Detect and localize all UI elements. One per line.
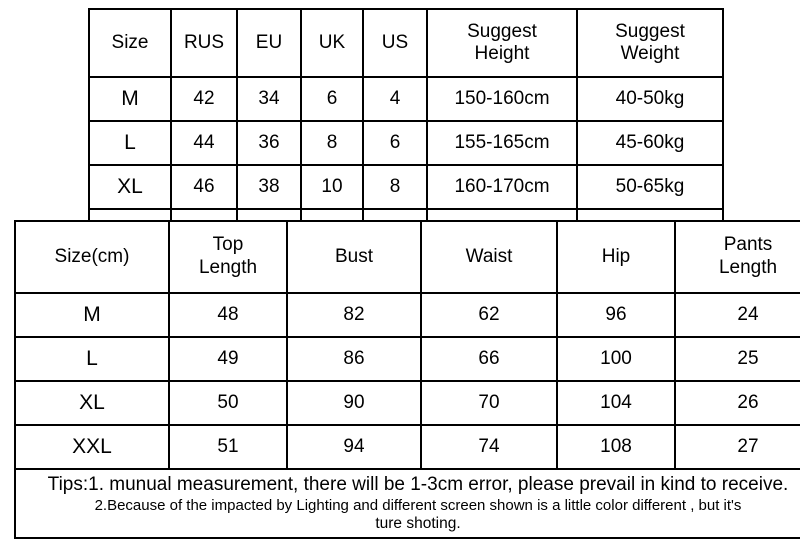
column-header-suggest-weight-line2: Weight [620,43,680,64]
table-row [15,337,800,381]
cell-top-length: 48 [169,293,287,337]
column-header-top-length-line1: Top [212,234,244,256]
table-row [15,425,800,469]
cell-eu: 38 [237,165,301,209]
column-header-suggest-height [427,9,577,77]
column-header-size: Size [89,9,171,77]
cell-uk: 10 [301,165,363,209]
cell-waist: 66 [421,337,557,381]
cell-size: L [15,337,169,381]
cell-us: 8 [363,165,427,209]
measurement-table-wrapper [14,220,789,539]
column-header-suggest-height-line1: Suggest [467,21,537,43]
column-header-waist: Waist [421,221,557,293]
cell-bust: 82 [287,293,421,337]
cell-hip: 104 [557,381,675,425]
cell-waist: 62 [421,293,557,337]
column-header-top-length [169,221,287,293]
column-header-suggest-weight-line1: Suggest [615,21,685,43]
cell-size: M [15,293,169,337]
column-header-bust: Bust [287,221,421,293]
cell-hip: 108 [557,425,675,469]
column-header-rus: RUS [171,9,237,77]
cell-rus: 46 [171,165,237,209]
cell-rus: 42 [171,77,237,121]
tips-line-1: Tips:1. munual measurement, there will be 1-3cm error, please prevail in kind to receive. [47,474,789,495]
column-header-eu: EU [237,9,301,77]
cell-weight: 50-65kg [577,165,723,209]
column-header-us: US [363,9,427,77]
cell-pants-length: 25 [675,337,800,381]
tips-row [15,469,800,538]
cell-weight: 40-50kg [577,77,723,121]
column-header-pants-length [675,221,800,293]
cell-top-length: 49 [169,337,287,381]
column-header-size-cm: Size(cm) [15,221,169,293]
cell-waist: 70 [421,381,557,425]
table-row [15,293,800,337]
cell-top-length: 51 [169,425,287,469]
cell-bust: 94 [287,425,421,469]
table-row [15,381,800,425]
table-row [89,121,723,165]
cell-rus: 44 [171,121,237,165]
cell-size: M [89,77,171,121]
cell-size: XXL [15,425,169,469]
column-header-top-length-line2: Length [198,257,258,278]
table-header-row [15,221,800,293]
tips-note [15,469,800,538]
cell-bust: 86 [287,337,421,381]
size-conversion-table-wrapper [88,8,685,254]
cell-hip: 96 [557,293,675,337]
cell-size: L [89,121,171,165]
measurement-table [14,220,800,539]
cell-uk: 8 [301,121,363,165]
cell-us: 4 [363,77,427,121]
cell-pants-length: 24 [675,293,800,337]
table-header-row [89,9,723,77]
cell-us: 6 [363,121,427,165]
tips-line-2: 2.Because of the impacted by Lighting and different screen shown is a little color different , but it's [94,496,742,514]
cell-eu: 34 [237,77,301,121]
table-row [89,77,723,121]
column-header-hip: Hip [557,221,675,293]
tips-line-3: ture shoting. [375,514,461,532]
column-header-suggest-weight [577,9,723,77]
column-header-pants-length-line1: Pants [723,234,773,256]
cell-size: XL [15,381,169,425]
cell-uk: 6 [301,77,363,121]
cell-bust: 90 [287,381,421,425]
size-conversion-table [88,8,724,254]
cell-height: 155-165cm [427,121,577,165]
cell-pants-length: 26 [675,381,800,425]
cell-top-length: 50 [169,381,287,425]
cell-hip: 100 [557,337,675,381]
cell-height: 160-170cm [427,165,577,209]
cell-height: 150-160cm [427,77,577,121]
cell-pants-length: 27 [675,425,800,469]
column-header-uk: UK [301,9,363,77]
column-header-suggest-height-line2: Height [474,43,530,64]
table-row [89,165,723,209]
cell-weight: 45-60kg [577,121,723,165]
column-header-pants-length-line2: Length [718,257,778,278]
cell-waist: 74 [421,425,557,469]
cell-size: XL [89,165,171,209]
cell-eu: 36 [237,121,301,165]
